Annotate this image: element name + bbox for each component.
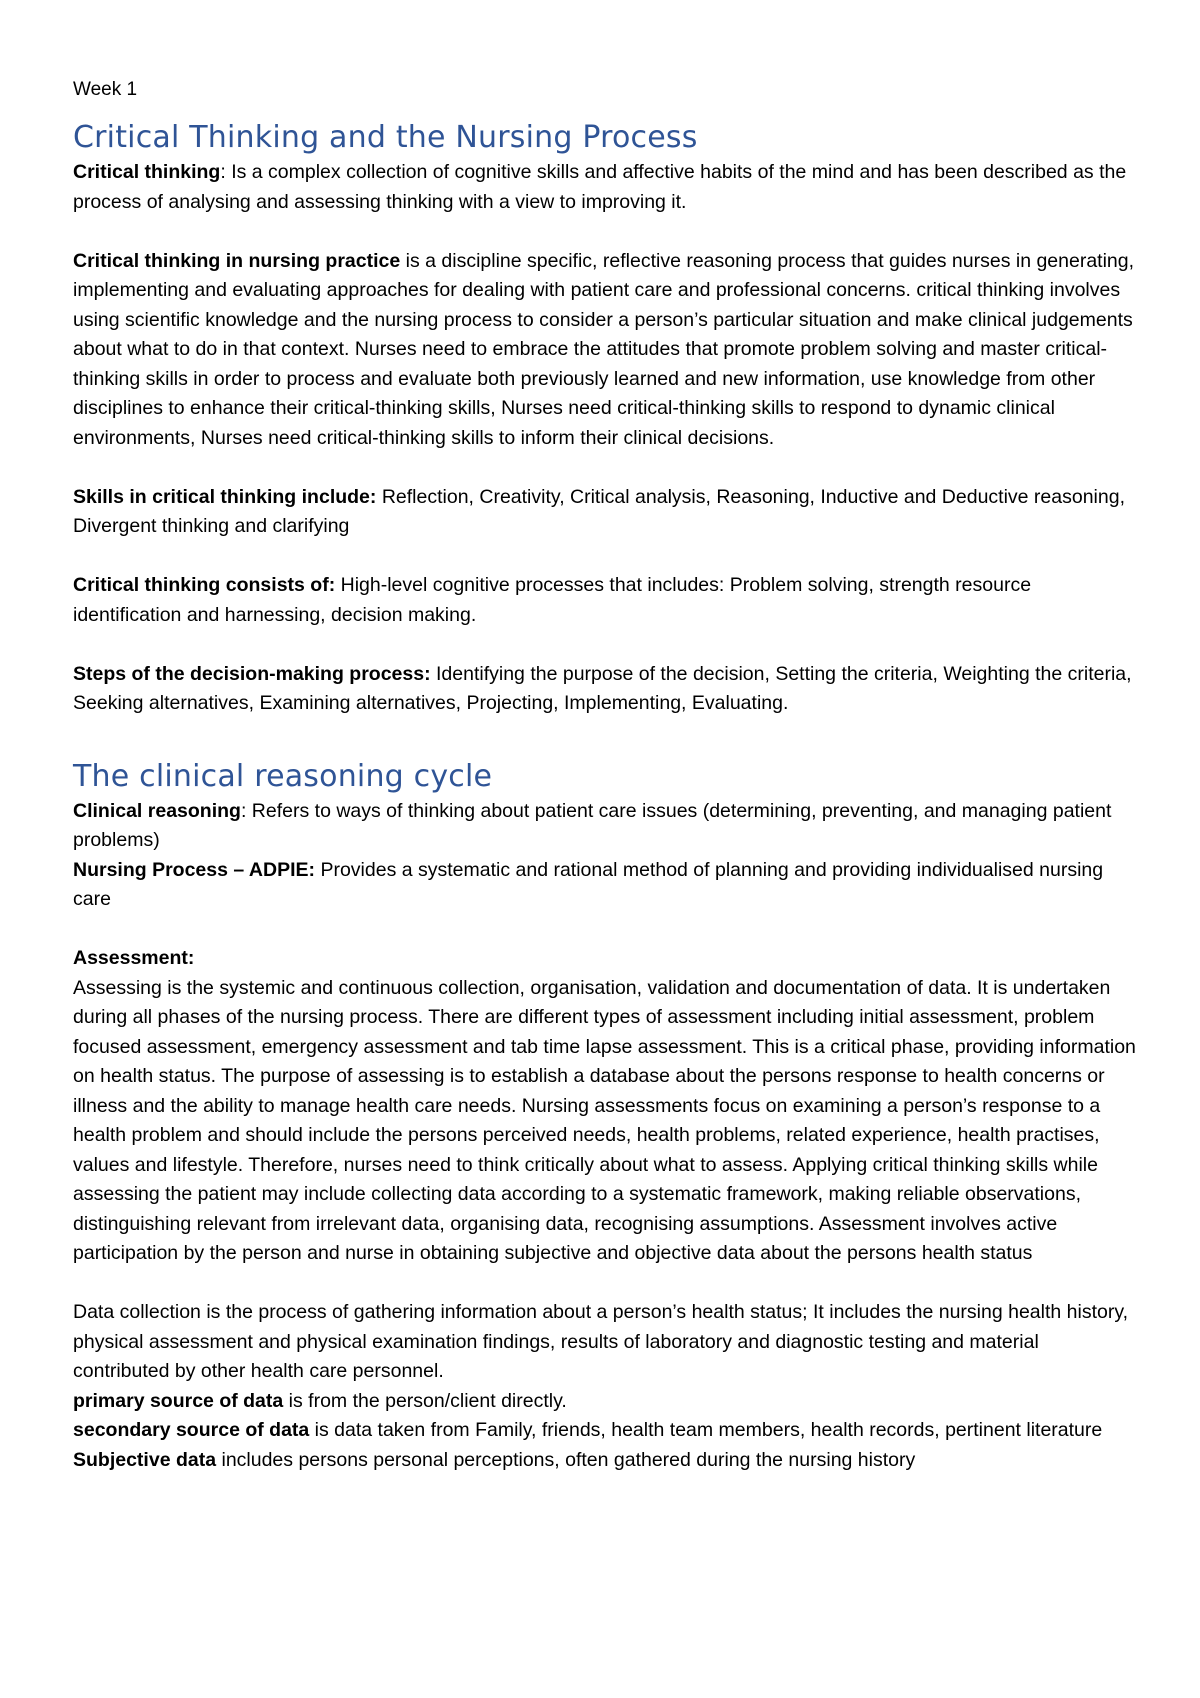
- term-text: : Is a complex collection of cognitive skills and affective habits of the mind and has been described as the process of analysing and assessing thinking with a view to improving it.: [73, 161, 1127, 213]
- term-label: Nursing Process – ADPIE:: [73, 858, 316, 881]
- spacer: [73, 453, 1140, 483]
- paragraph-decision-making-steps: [73, 660, 1140, 719]
- term-label: Critical thinking consists of:: [73, 574, 336, 596]
- term-text: Provides a systematic and rational method of planning and providing individualised nursing care: [73, 858, 1104, 910]
- term-label: Critical thinking: [73, 161, 221, 183]
- term-text: High-level cognitive processes that includes: Problem solving, strength resource identification and harnessing, decision making.: [73, 574, 1032, 626]
- term-label: Clinical reasoning: [73, 799, 241, 822]
- term-text: : Refers to ways of thinking about patient care issues (determining, preventing, and managing patient problems): [73, 799, 1112, 851]
- section-heading-critical-thinking: Critical Thinking and the Nursing Process: [73, 120, 698, 155]
- term-label: secondary source of data: [73, 1419, 310, 1441]
- paragraph-assessment: Assessing is the systemic and continuous collection, organisation, validation and documentation of data. It is undertaken during all phases of the nursing process. There are different types of assessment including initial assessment, problem focused assessment, emergency assessment and tab time lapse assessment. This is a critical phase, providing information on health status. The purpose of assessing is to establish a database about the persons response to health concerns or illness and the ability to manage health care needs. Nursing assessments focus on examining a person’s response to a health problem and should include the persons perceived needs, health problems, related experience, health practises, values and lifestyle. Therefore, nurses need to think critically about what to assess. Applying critical thinking skills while assessing the patient may include collecting data according to a systematic framework, making reliable observations, distinguishing relevant from irrelevant data, organising data, recognising assumptions. Assessment involves active participation by the person and nurse in obtaining subjective and objective data about the persons health status: [73, 976, 1136, 1264]
- paragraph-nursing-process-adpie: [73, 856, 1140, 915]
- paragraph-clinical-reasoning: [73, 797, 1140, 856]
- paragraph-critical-thinking-definition: [73, 158, 1140, 217]
- spacer: [73, 719, 1140, 759]
- paragraph-primary-source: [73, 1387, 1140, 1417]
- term-text: is data taken from Family, friends, health team members, health records, pertinent literature: [309, 1419, 1103, 1441]
- paragraph-subjective-data: [73, 1446, 1140, 1476]
- term-text: Identifying the purpose of the decision, Setting the criteria, Weighting the criteria, Seeking alternatives, Examining alternatives, Projecting, Implementing, Evaluating.: [73, 662, 1132, 714]
- term-label: Steps of the decision-making process:: [73, 662, 431, 685]
- spacer: [73, 542, 1140, 572]
- paragraph-data-collection: Data collection is the process of gathering information about a person’s health status; It includes the nursing health history, physical assessment and physical examination findings, results of laboratory and diagnostic testing and material contributed by other health care personnel.: [73, 1301, 1129, 1382]
- paragraph-critical-thinking-consists: [73, 571, 1140, 630]
- week-label: Week 1: [73, 79, 138, 100]
- term-label: Assessment:: [73, 947, 195, 969]
- paragraph-skills-critical-thinking: [73, 483, 1140, 542]
- term-text: Reflection, Creativity, Critical analysis, Reasoning, Inductive and Deductive reasoning, Divergent thinking and clarifying: [73, 485, 1125, 537]
- spacer: [73, 630, 1140, 660]
- term-label: primary source of data: [73, 1389, 284, 1412]
- term-label: Critical thinking in nursing practice: [73, 249, 401, 272]
- section-heading-clinical-reasoning: The clinical reasoning cycle: [73, 758, 493, 794]
- term-label: Subjective data: [73, 1448, 217, 1471]
- spacer: [73, 217, 1140, 247]
- assessment-heading: [73, 944, 1140, 974]
- paragraph-critical-thinking-nursing-practice: [73, 247, 1140, 454]
- paragraph-secondary-source: [73, 1416, 1140, 1446]
- term-text: is from the person/client directly.: [283, 1389, 567, 1412]
- term-label: Skills in critical thinking include:: [73, 485, 377, 508]
- term-text: includes persons personal perceptions, often gathered during the nursing history: [216, 1448, 916, 1471]
- spacer: [73, 1269, 1140, 1299]
- term-text: is a discipline specific, reflective reasoning process that guides nurses in generating, implementing and evaluating approaches for dealing with patient care and professional concerns. critical thinking involves using scientific knowledge and the nursing process to consider a person’s particular situation and make clinical judgements about what to do in that context. Nurses need to embrace the attitudes that promote problem solving and master critical-thinking skills in order to process and evaluate both previously learned and new information, use knowledge from other disciplines to enhance their critical-thinking skills, Nurses need critical-thinking skills to respond to dynamic clinical environments, Nurses need critical-thinking skills to inform their clinical decisions.: [73, 249, 1135, 449]
- spacer: [73, 915, 1140, 945]
